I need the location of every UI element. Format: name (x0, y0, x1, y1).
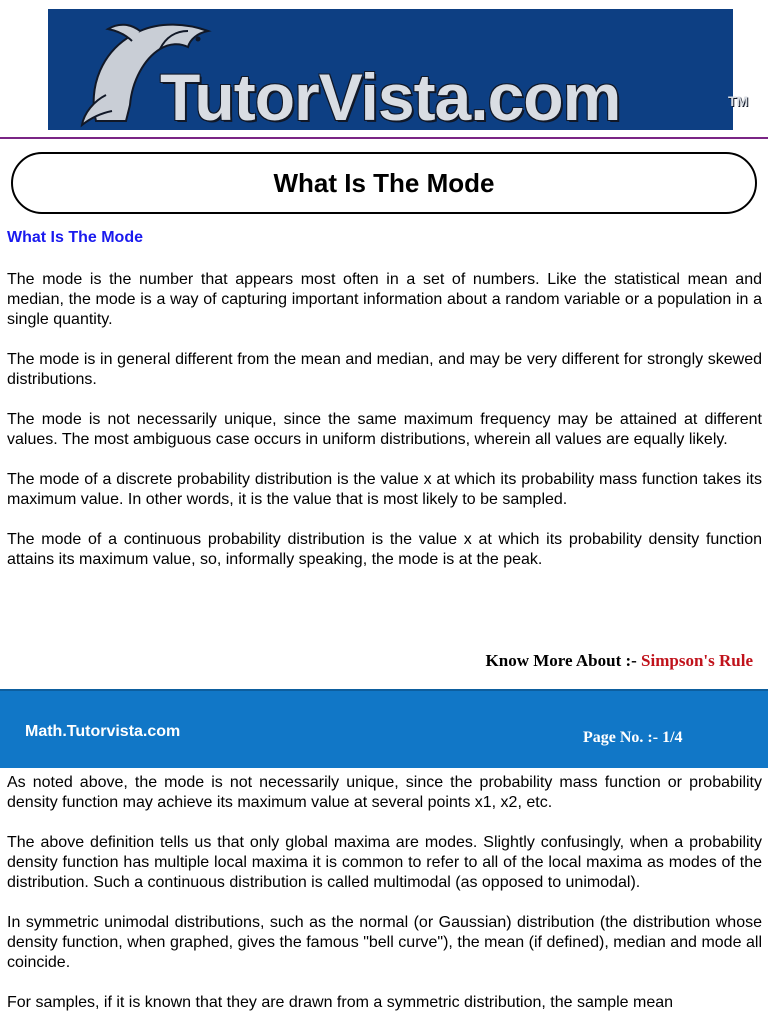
page-footer-bar (0, 689, 768, 768)
know-more-line (486, 651, 753, 671)
paragraph: For samples, if it is known that they are drawn from a symmetric distribution, the sample mean (7, 994, 674, 1011)
body-text-top (7, 270, 762, 590)
paragraph: The mode of a discrete probability distribution is the value x at which its probability mass function takes its maximum value. In other words, it is the value that is most likely to be sampled. (7, 471, 762, 508)
paragraph: In symmetric unimodal distributions, such as the normal (or Gaussian) distribution (the distribution whose density function, when graphed, gives the famous "bell curve"), the mean (if defined), median and mode all coincide. (7, 914, 762, 971)
paragraph: The mode is not necessarily unique, since the same maximum frequency may be attained at different values. The most ambiguous case occurs in uniform distributions, wherein all values are equally likely. (7, 411, 762, 448)
know-more-label: Know More About :- (485, 651, 637, 670)
paragraph: The mode is in general different from the mean and median, and may be very different for strongly skewed distributions. (7, 351, 762, 388)
page-number: Page No. :- 1/4 (583, 729, 683, 746)
logo-wordmark: TutorVista.com (160, 60, 621, 134)
section-heading: What Is The Mode (7, 229, 143, 246)
simpsons-rule-link[interactable]: Simpson's Rule (641, 651, 753, 670)
body-text-bottom (7, 773, 762, 1033)
paragraph: The mode of a continuous probability distribution is the value x at which its probability density function attains its maximum value, so, informally speaking, the mode is at the peak. (7, 531, 762, 568)
paragraph: The mode is the number that appears most often in a set of numbers. Like the statistical mean and median, the mode is a way of capturing important information about a random variable or a population in a single quantity. (7, 271, 762, 328)
paragraph: The above definition tells us that only global maxima are modes. Slightly confusingly, when a probability density function has multiple local maxima it is common to refer to all of the local maxima as modes of the distribution. Such a continuous distribution is called multimodal (as opposed to unimodal). (7, 834, 762, 891)
logo-trademark: TM (728, 93, 749, 109)
title-banner (11, 152, 757, 214)
header-divider (0, 137, 768, 139)
paragraph: As noted above, the mode is not necessarily unique, since the probability mass function or probability density function may achieve its maximum value at several points x1, x2, etc. (7, 774, 762, 811)
footer-site-link[interactable]: Math.Tutorvista.com (25, 723, 181, 740)
page-title: What Is The Mode (273, 167, 495, 198)
tutorvista-logo[interactable] (48, 9, 749, 134)
